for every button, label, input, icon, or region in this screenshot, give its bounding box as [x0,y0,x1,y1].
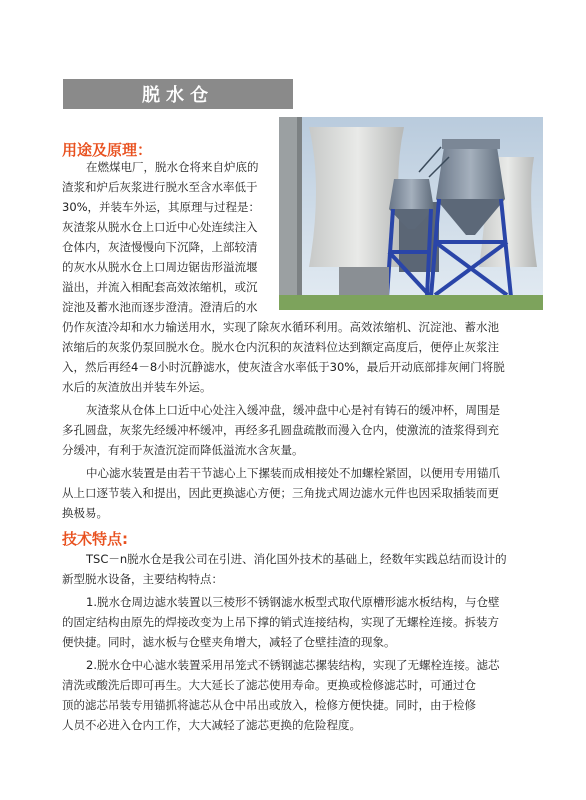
plant-photo-illustration [279,117,543,310]
text-line: 人员不必进入仓内工作，大大减轻了滤芯更换的危险程度。 [62,718,361,732]
text-line: 水后的灰渣放出并装车外运。 [62,380,212,394]
text-line: 清洗或酸洗后即可再生。大大延长了滤芯使用寿命。更换或检修滤芯时，可通过仓 [62,678,476,692]
paragraph-feature-2 [62,655,542,735]
text-line: 中心滤水装置是由若干节滤心上下摞装而成相接处不加螺栓紧固，以便用专用锚爪 [86,466,500,480]
text-line: 的固定结构由原先的焊接改变为上吊下撑的销式连接结构，实现了无螺栓连接。拆装方 [62,615,499,629]
text-line: TSC－n脱水仓是我公司在引进、消化国外技术的基础上，经数年实践总结而设计的 [86,552,507,566]
section-heading-purpose: 用途及原理： [62,141,153,159]
text-line: 浓缩后的灰浆仍泵回脱水仓。脱水仓内沉积的灰渣料位达到额定高度后，便停止灰浆注 [62,340,499,354]
text-line: 便快捷。同时，滤水板与仓壁夹角增大，减轻了仓壁挂渣的现象。 [62,635,396,649]
text-line: 1.脱水仓周边滤水装置以三棱形不锈钢滤水板型式取代原槽形滤水板结构，与仓壁 [86,595,500,609]
paragraph-center-filter [62,463,542,523]
paragraph-features-intro [62,549,542,589]
paragraph-principle-continued [62,317,542,397]
section-heading-features: 技术特点: [62,530,128,548]
text-line: 从上口逐节装入和提出，因此更换滤心方便；三角拢式周边滤水元件也因采取插装而更 [62,486,499,500]
text-line: 换极易。 [62,506,108,520]
text-line: 多孔圆盘，灰浆先经缓冲杯缓冲，再经多孔圆盘疏散而漫入仓内，使激流的渣浆得到充 [62,423,499,437]
text-line: 淀池及蓄水池而逐步澄清。澄清后的水 [62,300,258,314]
page-title: 脱水仓 [63,79,293,109]
text-line: 仓体内，灰渣慢慢向下沉降，上部较清 [62,240,258,254]
text-line: 溢出，并流入相配套高效浓缩机，或沉 [62,280,258,294]
text-line: 30%，并装车外运，其原理与过程是： [62,200,261,214]
text-line: 2.脱水仓中心滤水装置采用吊笼式不锈钢滤芯摞装结构，实现了无螺栓连接。滤芯 [86,658,500,672]
paragraph-principle-intro [62,157,274,317]
paragraph-buffer-tray [62,400,542,460]
text-line: 灰渣浆从仓体上口近中心处注入缓冲盘，缓冲盘中心是衬有铸石的缓冲杯，周围是 [86,403,500,417]
text-line: 分缓冲，有利于灰渣沉淀而降低溢流水含灰量。 [62,443,304,457]
plant-photo [279,117,543,310]
text-line: 渣浆和炉后灰浆进行脱水至含水率低于 [62,180,258,194]
text-line: 灰渣浆从脱水仓上口近中心处连续注入 [62,220,258,234]
text-line: 顶的滤芯吊装专用锚抓将滤芯从仓中吊出或放入，检修方便快捷。同时，由于检修 [62,698,476,712]
text-line: 在燃煤电厂，脱水仓将来自炉底的 [86,160,259,174]
text-line: 的灰水从脱水仓上口周边锯齿形溢流堰 [62,260,258,274]
text-line: 仍作灰渣冷却和水力输送用水，实现了除灰水循环利用。高效浓缩机、沉淀池、蓄水池 [62,320,499,334]
text-line: 新型脱水设备，主要结构特点： [62,572,223,586]
paragraph-feature-1 [62,592,542,652]
text-line: 入，然后再经4－8小时沉静滤水，使灰渣含水率低于30%，最后开动底部排灰闸门将脱 [62,360,505,374]
